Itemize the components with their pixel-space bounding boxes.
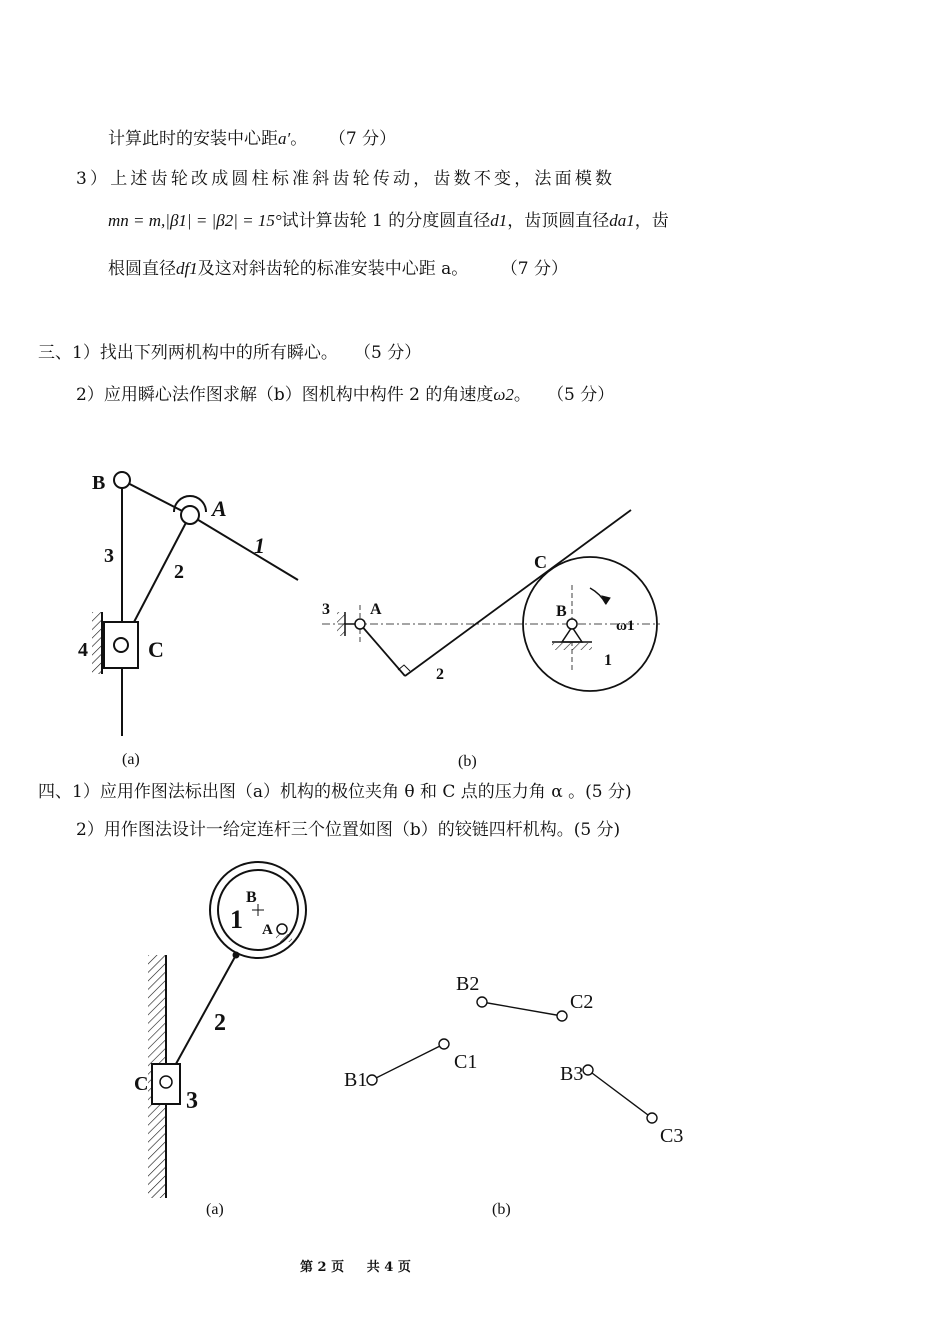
caption-3b: (b) [458,753,477,770]
symbol-a-prime: a′ [278,129,291,148]
label-C1: C1 [454,1051,478,1073]
label-C: C [134,1073,149,1095]
label-2: 2 [174,561,184,583]
label-omega: ω1 [616,618,635,634]
link-2-lower [360,624,405,676]
sec4-q1-text: 四、1）应用作图法标出图（a）机构的极位夹角 θ 和 C 点的压力角 α 。 [38,782,586,802]
label-A: A [212,496,227,521]
sec3-q2-text: 2）应用瞬心法作图求解（b）图机构中构件 2 的角速度 [76,385,494,405]
sec3-q2-period: 。 [513,385,531,405]
link-B1-C1 [372,1044,444,1080]
score: （7 分） [328,129,397,149]
label-B3: B3 [560,1063,584,1085]
sec2-line4-text2: 及这对斜齿轮的标准安装中心距 a。 [197,259,469,279]
score: (5 分) [585,782,632,802]
ground-hatch [92,612,102,674]
joint-C [160,1076,172,1088]
label-C: C [534,552,547,572]
link-B3-C3 [588,1070,652,1118]
label-A: A [262,922,273,938]
figure-4a [148,862,306,1198]
ground-B-hatch [552,643,592,650]
page-footer [300,1256,411,1275]
figure-4b [367,997,657,1123]
label-B: B [246,889,257,906]
label-1: 1 [230,905,243,934]
sec2-line1-period: 。 [290,129,308,149]
ground-A-hatch [337,612,345,636]
label-B2: B2 [456,973,480,995]
joint-B [567,619,577,629]
joint-A [355,619,365,629]
point-B3 [583,1065,593,1075]
label-1: 1 [604,652,612,669]
symbol-omega2: ω2 [493,385,514,404]
link-B-A [122,480,190,515]
point-C1 [439,1039,449,1049]
caption-4a: (a) [206,1201,224,1218]
ground-A [276,934,292,942]
sec2-line4-text: 根圆直径 [108,259,176,279]
score: （5 分） [547,385,615,405]
symbol-da1: da1 [609,211,635,230]
symbol-d1: d1 [490,211,508,230]
figure-3a [92,472,298,736]
label-3: 3 [322,601,330,618]
label-3: 3 [104,545,114,567]
link-B2-C2 [482,1002,562,1016]
caption-4b: (b) [492,1201,511,1218]
link-1 [190,515,298,580]
sec2-line1-text: 计算此时的安装中心距 [108,129,278,149]
sec2-line3-text2: ，齿顶圆直径 [507,211,610,231]
sec4-q1 [38,780,632,804]
joint-A [181,506,199,524]
label-B1: B1 [344,1069,368,1091]
point-B1 [367,1075,377,1085]
score: （5 分） [354,343,422,363]
symbol-df1: df1 [176,259,198,278]
score: (5 分) [573,820,621,840]
label-A: A [370,601,382,618]
label-3: 3 [186,1088,198,1114]
score: （7 分） [500,259,568,279]
joint-C [114,638,128,652]
label-2: 2 [214,1010,226,1036]
sec3-q1-text: 三、1）找出下列两机构中的所有瞬心。 [38,343,338,363]
sec2-line3-text: 试计算齿轮 1 的分度圆直径 [281,211,491,231]
sec2-line3-text3: ，齿 [634,211,669,231]
label-B: B [556,603,567,620]
caption-3a: (a) [122,751,140,768]
footer-page: 第 2 页 [300,1260,345,1275]
sec4-q2-text: 2）用作图法设计一给定连杆三个位置如图（b）的铰链四杆机构。 [76,820,574,840]
formula-beta: mn = m,|β1| = |β2| = 15° [108,211,282,230]
joint-link [233,952,239,958]
label-C: C [148,637,164,662]
joint-B [114,472,130,488]
label-1: 1 [254,533,265,558]
sec2-line2-text: 3）上述齿轮改成圆柱标准斜齿轮传动，齿数不变，法面模数 [76,169,616,189]
label-2: 2 [436,666,444,683]
point-B2 [477,997,487,1007]
label-4: 4 [78,639,88,661]
footer-total: 共 4 页 [366,1260,411,1275]
label-C3: C3 [660,1125,684,1147]
point-C3 [647,1113,657,1123]
joint-A [277,924,287,934]
label-C2: C2 [570,991,594,1013]
point-C2 [557,1011,567,1021]
label-B: B [92,472,106,494]
sec4-q2 [76,818,620,842]
